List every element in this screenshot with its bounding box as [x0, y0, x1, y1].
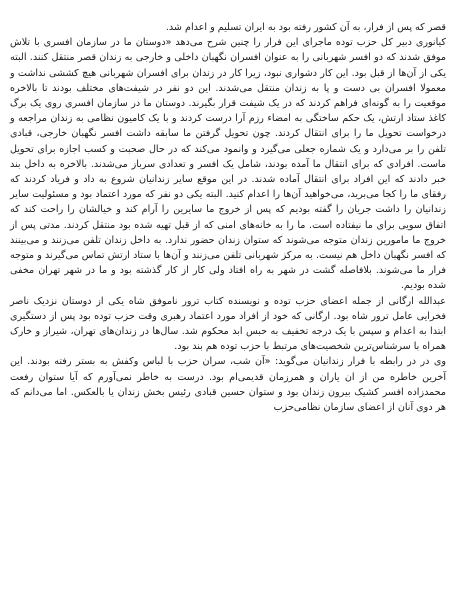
paragraph-2: کیانوری دبیر کل حزب توده ماجرای این فرار را چنین شرح می‌دهد «دوستان ما در سازمان افسری با تلاش موفق شدند که دو افسر شهربانی را به عنوان افسران نگهبان داخلی و خارجی به زندان قصر منتقل کنند. البته یکی از آن‌ها از قبل بود. این کار دشواری نبود، زیرا کار در زندان برای افسران شهربانی هیچ کششی نداشت و معمولا افسران بی دست و پا به زندان منتقل می‌شدند. این دو نفر در شیفت‌های مختلف بودند تا بالاخره موقعیت را به گونه‌ای فراهم کردند که در یک شیفت قرار بگیرند. دوستان ما در سازمان افسری روی یک برگ کاغذ ستاد ارتش، یک حکم ساختگی به امضاء رزم آرا درست کردند و با یک کامیون نظامی به زندان مراجعه و درخواست تحویل ما را برای انتقال کردند. چون تحویل گرفتن ما سابقه داشت افسر نگهبان خارجی، قبادی تلفن را بر می‌دارد و یک شماره جعلی می‌گیرد و وانمود می‌کند که در حال صحبت و کسب اجازه برای تحویل ماست. افرادی که برای انتقال ما آمده بودند، شامل یک افسر و تعدادی سرباز می‌شدند. بالاخره به داخل بند خبر دادند که این افراد برای انتقال آماده شدند. در این موقع سایر زندانیان شروع به داد و فریاد کردند که رفقای ما را کجا می‌برید، می‌خواهید آن‌ها را اعدام کنید. البته یکی دو نفر که مورد اعتماد بود و مسئولیت سایر زندانیان را داشت جریان را گفته بودیم که پس از خروج ما سایرین را آرام کند و خیالشان را راحت کند که اتفاق سویی برای ما نیفتاده است. ما را به خانه‌های امنی که از قبل تهیه شده بود منتقل کردند. مدتی پس از خروج ما مامورین زندان متوجه می‌شوند که ستوان زندان حضور ندارد. به داخل زندان تلفن می‌زنند و می‌بینند که افسر نگهبان داخل هم نیست. به مرکز شهربانی تلفن می‌زنند و آن‌ها با ستاد ارتش تماس می‌گیرند و متوجه فرار ما می‌شوند. بلافاصله گشت در شهر به راه افتاد ولی کار از کار گذشته بود و ما در شهر تهران مخفی شده بودیم.	[10, 37, 446, 292]
paragraph-4: وی در در رابطه با فرار زندانیان می‌گوید: «آن شب، سران حزب با لباس وکفش به بستر رفته بودند. این آخرین خاطره من از ان یاران و همرزمان قدیمی‌ام بود. درست به خاطر نمی‌آورم که آیا ستوان رفعت محمدزاده افسر کشیک بیرون زندان بود و ستوان حسین قبادی رئیس بخش زندان یا بالعکس. اما می‌دانم که هر دوی آنان از اعضای سازمان نظامی‌حزب	[10, 356, 446, 414]
document-page	[10, 20, 446, 415]
paragraph-1: قصر که پس از فرار، به آن کشور رفته بود به ایران تسلیم و اعدام شد.	[165, 22, 446, 33]
paragraph-3: عبدالله ارگانی از جمله اعضای حزب توده و نویسنده کتاب ترور ناموفق شاه یکی از دوستان نزدیک ناصر فخرایی عامل ترور شاه بود. ارگانی که خود از افراد مورد اعتماد رهبری وقت حزب توده بود پس از دستگیری ابتدا به اعدام و سپس با یک درجه تخفیف به حبس ابد محکوم شد. سال‌ها در زندان‌های تهران، شیراز و خارک همراه با سرشناس‌ترین شخصیت‌های مرتبط با حزب توده هم بند بود.	[10, 295, 446, 353]
